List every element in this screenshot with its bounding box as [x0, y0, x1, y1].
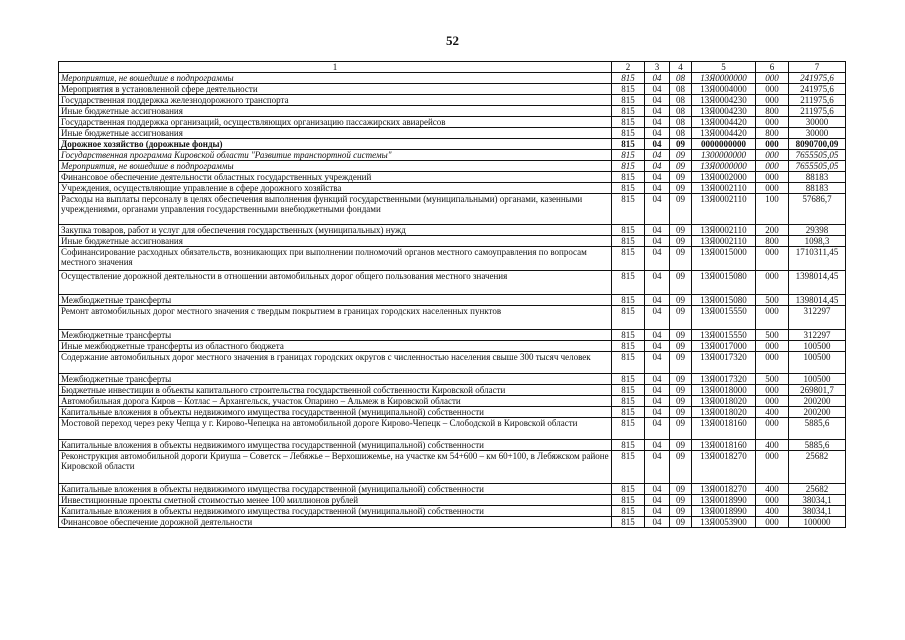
subsection-code-cell: 09 [670, 139, 692, 150]
admin-code-cell: 815 [612, 440, 645, 451]
expense-type-cell: 000 [756, 495, 789, 506]
amount-cell: 38034,1 [789, 506, 846, 517]
amount-cell: 29398 [789, 225, 846, 236]
expense-type-cell: 000 [756, 341, 789, 352]
subsection-code-cell: 09 [670, 236, 692, 247]
target-article-cell: 13Я0000000 [692, 73, 756, 84]
item-name-cell: Дорожное хозяйство (дорожные фонды) [59, 139, 612, 150]
amount-cell: 88183 [789, 183, 846, 194]
target-article-cell: 13Я0053900 [692, 517, 756, 528]
amount-cell: 38034,1 [789, 495, 846, 506]
header-cell: 7 [789, 62, 846, 73]
admin-code-cell: 815 [612, 407, 645, 418]
table-row [59, 128, 846, 139]
subsection-code-cell: 09 [670, 495, 692, 506]
subsection-code-cell: 09 [670, 183, 692, 194]
target-article-cell: 13Я0002110 [692, 236, 756, 247]
table-row [59, 183, 846, 194]
target-article-cell: 13Я0002110 [692, 183, 756, 194]
table-row [59, 306, 846, 330]
admin-code-cell: 815 [612, 139, 645, 150]
table-row [59, 247, 846, 271]
section-code-cell: 04 [645, 106, 670, 117]
item-name-cell: Автомобильная дорога Киров – Котлас – Архангельск, участок Опарино – Альмеж в Кировской области [59, 396, 612, 407]
expense-type-cell: 500 [756, 295, 789, 306]
target-article-cell: 13Я0015080 [692, 271, 756, 295]
table-row [59, 506, 846, 517]
target-article-cell: 13Я0015000 [692, 247, 756, 271]
table-row [59, 451, 846, 484]
target-article-cell: 13Я0018270 [692, 484, 756, 495]
section-code-cell: 04 [645, 194, 670, 225]
admin-code-cell: 815 [612, 106, 645, 117]
table-row [59, 484, 846, 495]
target-article-cell: 13Я0015550 [692, 330, 756, 341]
amount-cell: 1098,3 [789, 236, 846, 247]
target-article-cell: 0000000000 [692, 139, 756, 150]
item-name-cell: Иные бюджетные ассигнования [59, 128, 612, 139]
subsection-code-cell: 09 [670, 225, 692, 236]
amount-cell: 7655505,05 [789, 161, 846, 172]
admin-code-cell: 815 [612, 306, 645, 330]
expense-type-cell: 000 [756, 352, 789, 374]
expense-type-cell: 000 [756, 418, 789, 440]
amount-cell: 100500 [789, 352, 846, 374]
item-name-cell: Инвестиционные проекты сметной стоимостью менее 100 миллионов рублей [59, 495, 612, 506]
section-code-cell: 04 [645, 451, 670, 484]
header-cell: 2 [612, 62, 645, 73]
expense-type-cell: 000 [756, 150, 789, 161]
admin-code-cell: 815 [612, 194, 645, 225]
item-name-cell: Капитальные вложения в объекты недвижимого имущества государственной (муниципальной) собственности [59, 484, 612, 495]
section-code-cell: 04 [645, 84, 670, 95]
table-row [59, 172, 846, 183]
expense-type-cell: 000 [756, 73, 789, 84]
subsection-code-cell: 08 [670, 73, 692, 84]
admin-code-cell: 815 [612, 484, 645, 495]
subsection-code-cell: 09 [670, 330, 692, 341]
section-code-cell: 04 [645, 374, 670, 385]
admin-code-cell: 815 [612, 495, 645, 506]
amount-cell: 211975,6 [789, 95, 846, 106]
admin-code-cell: 815 [612, 183, 645, 194]
amount-cell: 312297 [789, 330, 846, 341]
expense-type-cell: 400 [756, 506, 789, 517]
admin-code-cell: 815 [612, 330, 645, 341]
amount-cell: 269801,7 [789, 385, 846, 396]
target-article-cell: 13Я0004230 [692, 95, 756, 106]
table-row [59, 225, 846, 236]
item-name-cell: Финансовое обеспечение дорожной деятельности [59, 517, 612, 528]
item-name-cell: Иные бюджетные ассигнования [59, 106, 612, 117]
expense-type-cell: 000 [756, 183, 789, 194]
table-row [59, 161, 846, 172]
section-code-cell: 04 [645, 139, 670, 150]
table-row [59, 139, 846, 150]
target-article-cell: 1300000000 [692, 150, 756, 161]
expense-type-cell: 800 [756, 128, 789, 139]
subsection-code-cell: 08 [670, 128, 692, 139]
section-code-cell: 04 [645, 330, 670, 341]
item-name-cell: Закупка товаров, работ и услуг для обеспечения государственных (муниципальных) нужд [59, 225, 612, 236]
item-name-cell: Государственная программа Кировской области "Развитие транспортной системы" [59, 150, 612, 161]
amount-cell: 1710311,45 [789, 247, 846, 271]
target-article-cell: 13Я0002000 [692, 172, 756, 183]
amount-cell: 100500 [789, 374, 846, 385]
section-code-cell: 04 [645, 95, 670, 106]
section-code-cell: 04 [645, 418, 670, 440]
section-code-cell: 04 [645, 117, 670, 128]
item-name-cell: Осуществление дорожной деятельности в отношении автомобильных дорог общего пользования местного значения [59, 271, 612, 295]
target-article-cell: 13Я0004230 [692, 106, 756, 117]
target-article-cell: 13Я0015080 [692, 295, 756, 306]
table-row [59, 295, 846, 306]
subsection-code-cell: 08 [670, 95, 692, 106]
amount-cell: 5885,6 [789, 418, 846, 440]
subsection-code-cell: 09 [670, 161, 692, 172]
table-row [59, 385, 846, 396]
target-article-cell: 13Я0018020 [692, 396, 756, 407]
item-name-cell: Учреждения, осуществляющие управление в сфере дорожного хозяйства [59, 183, 612, 194]
admin-code-cell: 815 [612, 352, 645, 374]
item-name-cell: Мероприятия, не вошедшие в подпрограммы [59, 73, 612, 84]
page-number: 52 [446, 33, 459, 48]
section-code-cell: 04 [645, 183, 670, 194]
amount-cell: 25682 [789, 484, 846, 495]
amount-cell: 8090700,09 [789, 139, 846, 150]
section-code-cell: 04 [645, 407, 670, 418]
table-row [59, 374, 846, 385]
target-article-cell: 13Я0018270 [692, 451, 756, 484]
admin-code-cell: 815 [612, 84, 645, 95]
expense-type-cell: 100 [756, 194, 789, 225]
table-row [59, 352, 846, 374]
amount-cell: 88183 [789, 172, 846, 183]
target-article-cell: 13Я0015550 [692, 306, 756, 330]
expense-type-cell: 400 [756, 484, 789, 495]
item-name-cell: Софинансирование расходных обязательств, возникающих при выполнении полномочий органов местного самоуправления по вопросам местного значения [59, 247, 612, 271]
subsection-code-cell: 08 [670, 84, 692, 95]
section-code-cell: 04 [645, 385, 670, 396]
admin-code-cell: 815 [612, 117, 645, 128]
subsection-code-cell: 08 [670, 117, 692, 128]
amount-cell: 1398014,45 [789, 271, 846, 295]
admin-code-cell: 815 [612, 73, 645, 84]
target-article-cell: 13Я0004000 [692, 84, 756, 95]
section-code-cell: 04 [645, 396, 670, 407]
item-name-cell: Государственная поддержка железнодорожного транспорта [59, 95, 612, 106]
amount-cell: 241975,6 [789, 84, 846, 95]
subsection-code-cell: 09 [670, 440, 692, 451]
subsection-code-cell: 09 [670, 247, 692, 271]
admin-code-cell: 815 [612, 451, 645, 484]
amount-cell: 241975,6 [789, 73, 846, 84]
item-name-cell: Реконструкция автомобильной дороги Криуша – Советск – Лебяжье – Верхошижемье, на участке км 54+600 – км 60+100, в Лебяжском районе Кировской области [59, 451, 612, 484]
table-row [59, 150, 846, 161]
expense-type-cell: 800 [756, 236, 789, 247]
admin-code-cell: 815 [612, 396, 645, 407]
section-code-cell: 04 [645, 161, 670, 172]
item-name-cell: Мероприятия, не вошедшие в подпрограммы [59, 161, 612, 172]
section-code-cell: 04 [645, 517, 670, 528]
table-row [59, 517, 846, 528]
target-article-cell: 13Я0018020 [692, 407, 756, 418]
subsection-code-cell: 09 [670, 517, 692, 528]
amount-cell: 7655505,05 [789, 150, 846, 161]
section-code-cell: 04 [645, 506, 670, 517]
item-name-cell: Мостовой переход через реку Чепца у г. Кирово-Чепецка на автомобильной дороге Кирово-Чепецк – Слободской в Кировской области [59, 418, 612, 440]
item-name-cell: Финансовое обеспечение деятельности областных государственных учреждений [59, 172, 612, 183]
expense-type-cell: 000 [756, 95, 789, 106]
header-cell: 3 [645, 62, 670, 73]
header-row [59, 62, 846, 73]
target-article-cell: 13Я0018160 [692, 440, 756, 451]
admin-code-cell: 815 [612, 418, 645, 440]
expense-type-cell: 400 [756, 440, 789, 451]
expense-type-cell: 000 [756, 117, 789, 128]
expense-type-cell: 000 [756, 517, 789, 528]
section-code-cell: 04 [645, 128, 670, 139]
section-code-cell: 04 [645, 225, 670, 236]
admin-code-cell: 815 [612, 295, 645, 306]
item-name-cell: Межбюджетные трансферты [59, 295, 612, 306]
expense-type-cell: 000 [756, 271, 789, 295]
expense-type-cell: 000 [756, 139, 789, 150]
header-cell: 4 [670, 62, 692, 73]
item-name-cell: Межбюджетные трансферты [59, 330, 612, 341]
section-code-cell: 04 [645, 295, 670, 306]
item-name-cell: Межбюджетные трансферты [59, 374, 612, 385]
target-article-cell: 13Я0017320 [692, 374, 756, 385]
expense-type-cell: 000 [756, 172, 789, 183]
subsection-code-cell: 09 [670, 451, 692, 484]
target-article-cell: 13Я0004420 [692, 128, 756, 139]
amount-cell: 30000 [789, 128, 846, 139]
subsection-code-cell: 09 [670, 150, 692, 161]
expense-type-cell: 000 [756, 161, 789, 172]
item-name-cell: Капитальные вложения в объекты недвижимого имущества государственной (муниципальной) собственности [59, 407, 612, 418]
subsection-code-cell: 09 [670, 271, 692, 295]
amount-cell: 312297 [789, 306, 846, 330]
target-article-cell: 13Я0000000 [692, 161, 756, 172]
expense-type-cell: 200 [756, 225, 789, 236]
expense-type-cell: 000 [756, 385, 789, 396]
admin-code-cell: 815 [612, 271, 645, 295]
subsection-code-cell: 08 [670, 106, 692, 117]
amount-cell: 30000 [789, 117, 846, 128]
table-row [59, 440, 846, 451]
section-code-cell: 04 [645, 150, 670, 161]
expense-type-cell: 000 [756, 84, 789, 95]
admin-code-cell: 815 [612, 236, 645, 247]
item-name-cell: Расходы на выплаты персоналу в целях обеспечения выполнения функций государственными (муниципальными) органами, казенными учреждениями, органами управления государственными внебюджетными фондами [59, 194, 612, 225]
target-article-cell: 13Я0017000 [692, 341, 756, 352]
table-row [59, 407, 846, 418]
section-code-cell: 04 [645, 73, 670, 84]
target-article-cell: 13Я0017320 [692, 352, 756, 374]
target-article-cell: 13Я0018990 [692, 495, 756, 506]
subsection-code-cell: 09 [670, 352, 692, 374]
table-row [59, 330, 846, 341]
expense-type-cell: 000 [756, 247, 789, 271]
table-row [59, 84, 846, 95]
admin-code-cell: 815 [612, 506, 645, 517]
expense-type-cell: 800 [756, 106, 789, 117]
header-cell: 6 [756, 62, 789, 73]
admin-code-cell: 815 [612, 128, 645, 139]
admin-code-cell: 815 [612, 150, 645, 161]
admin-code-cell: 815 [612, 225, 645, 236]
admin-code-cell: 815 [612, 161, 645, 172]
header-cell: 5 [692, 62, 756, 73]
amount-cell: 211975,6 [789, 106, 846, 117]
budget-table [58, 61, 846, 528]
item-name-cell: Содержание автомобильных дорог местного значения в границах городских округов с численностью населения свыше 300 тысяч человек [59, 352, 612, 374]
target-article-cell: 13Я0018990 [692, 506, 756, 517]
table-row [59, 396, 846, 407]
item-name-cell: Капитальные вложения в объекты недвижимого имущества государственной (муниципальной) собственности [59, 506, 612, 517]
admin-code-cell: 815 [612, 95, 645, 106]
target-article-cell: 13Я0002110 [692, 225, 756, 236]
table-row [59, 495, 846, 506]
table-row [59, 117, 846, 128]
section-code-cell: 04 [645, 236, 670, 247]
expense-type-cell: 000 [756, 396, 789, 407]
subsection-code-cell: 09 [670, 194, 692, 225]
table-body [59, 73, 846, 528]
item-name-cell: Государственная поддержка организаций, осуществляющих организацию пассажирских авиарейсов [59, 117, 612, 128]
admin-code-cell: 815 [612, 172, 645, 183]
item-name-cell: Капитальные вложения в объекты недвижимого имущества государственной (муниципальной) собственности [59, 440, 612, 451]
section-code-cell: 04 [645, 341, 670, 352]
subsection-code-cell: 09 [670, 295, 692, 306]
table-row [59, 73, 846, 84]
admin-code-cell: 815 [612, 374, 645, 385]
expense-type-cell: 500 [756, 374, 789, 385]
item-name-cell: Мероприятия в установленной сфере деятельности [59, 84, 612, 95]
item-name-cell: Иные межбюджетные трансферты из областного бюджета [59, 341, 612, 352]
item-name-cell: Ремонт автомобильных дорог местного значения с твердым покрытием в границах городских населенных пунктов [59, 306, 612, 330]
expense-type-cell: 000 [756, 306, 789, 330]
subsection-code-cell: 09 [670, 396, 692, 407]
amount-cell: 57686,7 [789, 194, 846, 225]
expense-type-cell: 400 [756, 407, 789, 418]
subsection-code-cell: 09 [670, 418, 692, 440]
section-code-cell: 04 [645, 495, 670, 506]
item-name-cell: Иные бюджетные ассигнования [59, 236, 612, 247]
section-code-cell: 04 [645, 484, 670, 495]
section-code-cell: 04 [645, 306, 670, 330]
amount-cell: 200200 [789, 407, 846, 418]
table-row [59, 341, 846, 352]
amount-cell: 200200 [789, 396, 846, 407]
subsection-code-cell: 09 [670, 374, 692, 385]
section-code-cell: 04 [645, 440, 670, 451]
header-cell: 1 [59, 62, 612, 73]
amount-cell: 100500 [789, 341, 846, 352]
subsection-code-cell: 09 [670, 341, 692, 352]
expense-type-cell: 500 [756, 330, 789, 341]
subsection-code-cell: 09 [670, 506, 692, 517]
expense-type-cell: 000 [756, 451, 789, 484]
section-code-cell: 04 [645, 172, 670, 183]
amount-cell: 25682 [789, 451, 846, 484]
section-code-cell: 04 [645, 352, 670, 374]
section-code-cell: 04 [645, 247, 670, 271]
table-row [59, 418, 846, 440]
admin-code-cell: 815 [612, 385, 645, 396]
table-row [59, 194, 846, 225]
admin-code-cell: 815 [612, 247, 645, 271]
target-article-cell: 13Я0018160 [692, 418, 756, 440]
table-row [59, 106, 846, 117]
amount-cell: 1398014,45 [789, 295, 846, 306]
target-article-cell: 13Я0004420 [692, 117, 756, 128]
target-article-cell: 13Я0002110 [692, 194, 756, 225]
table-row [59, 271, 846, 295]
subsection-code-cell: 09 [670, 172, 692, 183]
subsection-code-cell: 09 [670, 385, 692, 396]
item-name-cell: Бюджетные инвестиции в объекты капитального строительства государственной собственности Кировской области [59, 385, 612, 396]
subsection-code-cell: 09 [670, 306, 692, 330]
table-row [59, 95, 846, 106]
amount-cell: 5885,6 [789, 440, 846, 451]
table-row [59, 236, 846, 247]
admin-code-cell: 815 [612, 341, 645, 352]
subsection-code-cell: 09 [670, 484, 692, 495]
admin-code-cell: 815 [612, 517, 645, 528]
section-code-cell: 04 [645, 271, 670, 295]
amount-cell: 100000 [789, 517, 846, 528]
target-article-cell: 13Я0018000 [692, 385, 756, 396]
subsection-code-cell: 09 [670, 407, 692, 418]
